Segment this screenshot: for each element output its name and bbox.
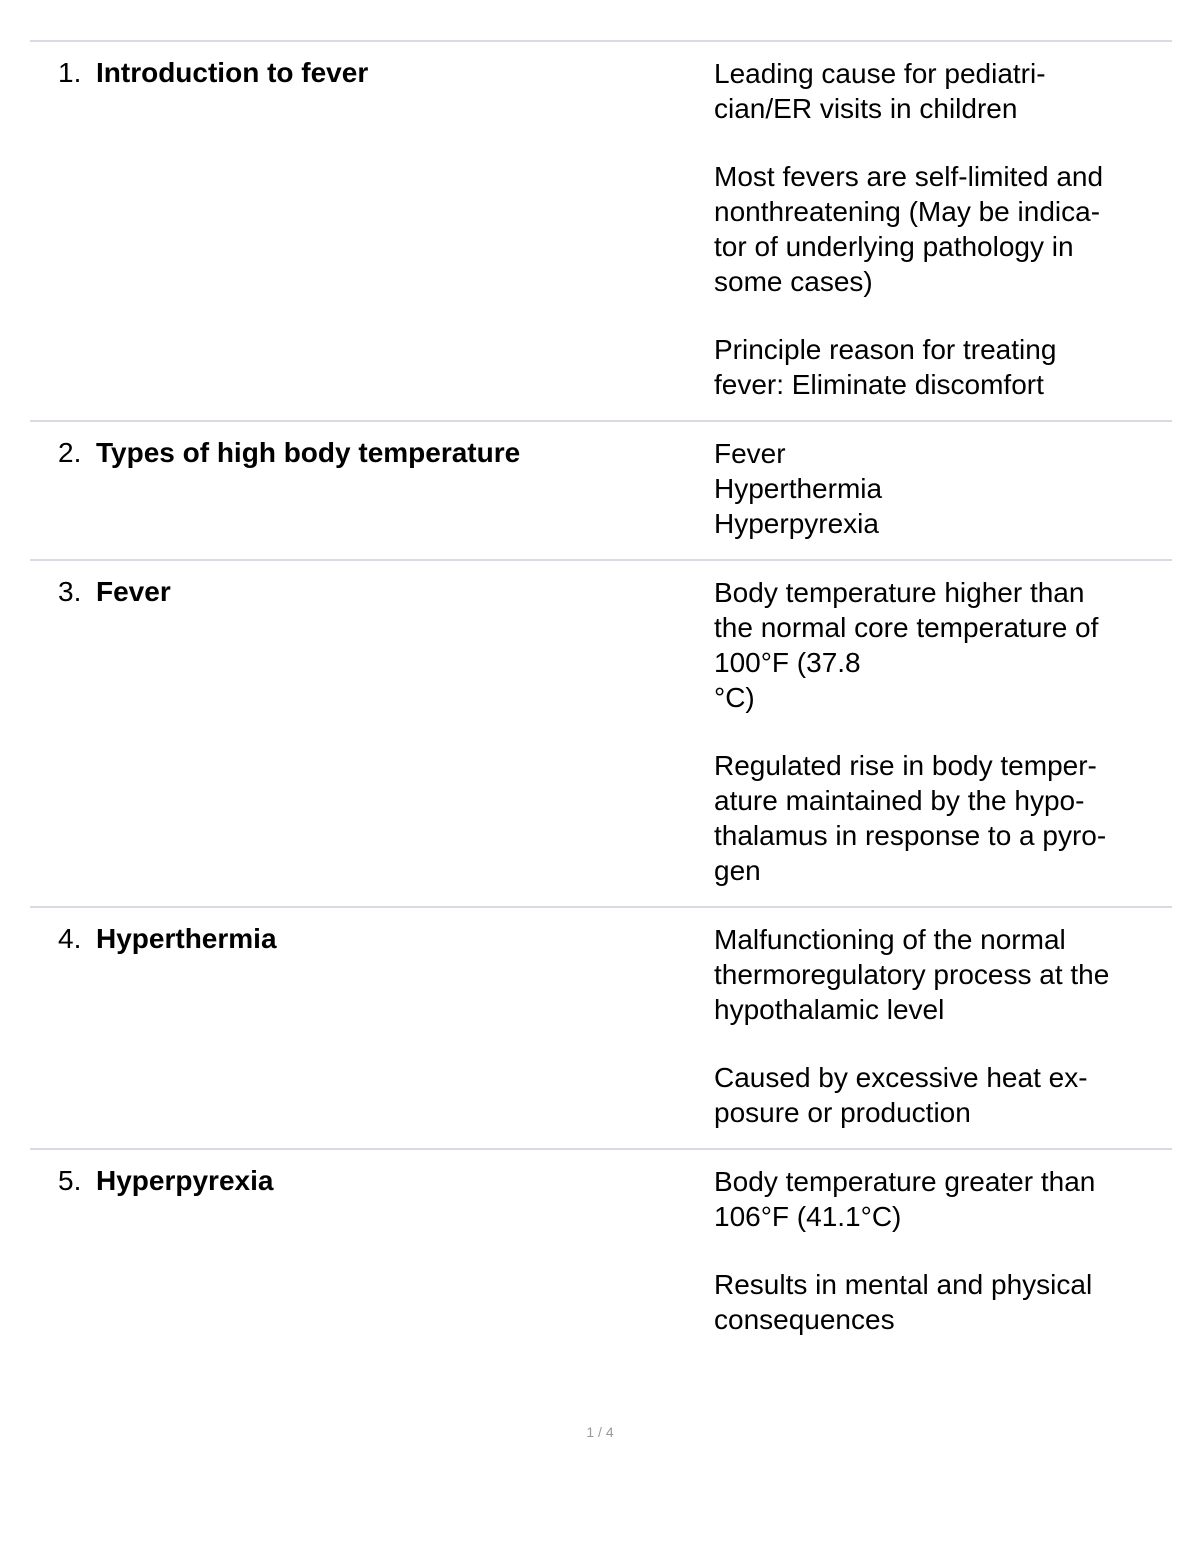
card-number: 1. xyxy=(58,57,82,88)
card-number: 3. xyxy=(58,576,82,607)
flashcard-table xyxy=(30,40,1172,1355)
definition-paragraph: Most fevers are self-limited and nonthreatening (May be indica- tor of underlying pathology in some cases) xyxy=(714,161,1104,297)
definition-paragraph: Principle reason for treating fever: Eliminate discomfort xyxy=(714,334,1057,400)
card-term xyxy=(58,1164,678,1198)
flashcard-row xyxy=(30,561,1172,908)
flashcard-row xyxy=(30,422,1172,561)
definition-paragraph: Caused by excessive heat ex- posure or production xyxy=(714,1062,1088,1128)
flashcard-row xyxy=(30,1150,1172,1355)
card-term xyxy=(58,436,678,470)
card-definition xyxy=(714,1164,1164,1337)
card-definition xyxy=(714,575,1164,888)
card-term-label: Types of high body temperature xyxy=(96,437,521,468)
card-definition xyxy=(714,436,1164,541)
card-term-label: Introduction to fever xyxy=(96,57,369,88)
definition-paragraph: Body temperature higher than the normal core temperature of 100°F (37.8 °C) xyxy=(714,577,1099,713)
card-term xyxy=(58,575,678,609)
card-term xyxy=(58,56,678,90)
card-number: 4. xyxy=(58,923,82,954)
card-number: 5. xyxy=(58,1165,82,1196)
definition-paragraph: Body temperature greater than 106°F (41.1°C) xyxy=(714,1166,1096,1232)
card-definition xyxy=(714,56,1164,402)
card-number: 2. xyxy=(58,437,82,468)
flashcard-row xyxy=(30,42,1172,422)
definition-paragraph: Fever Hyperthermia Hyperpyrexia xyxy=(714,438,883,539)
page-indicator: 1 / 4 xyxy=(586,1424,614,1440)
card-term-label: Hyperpyrexia xyxy=(96,1165,274,1196)
definition-paragraph: Results in mental and physical consequences xyxy=(714,1269,1093,1335)
definition-paragraph: Leading cause for pediatri- cian/ER visits in children xyxy=(714,58,1046,124)
flashcard-row xyxy=(30,908,1172,1150)
card-term xyxy=(58,922,678,956)
card-term-label: Fever xyxy=(96,576,171,607)
card-definition xyxy=(714,922,1164,1130)
definition-paragraph: Malfunctioning of the normal thermoregulatory process at the hypothalamic level xyxy=(714,924,1110,1025)
definition-paragraph: Regulated rise in body temper- ature maintained by the hypo- thalamus in response to a pyro- gen xyxy=(714,750,1107,886)
card-term-label: Hyperthermia xyxy=(96,923,277,954)
